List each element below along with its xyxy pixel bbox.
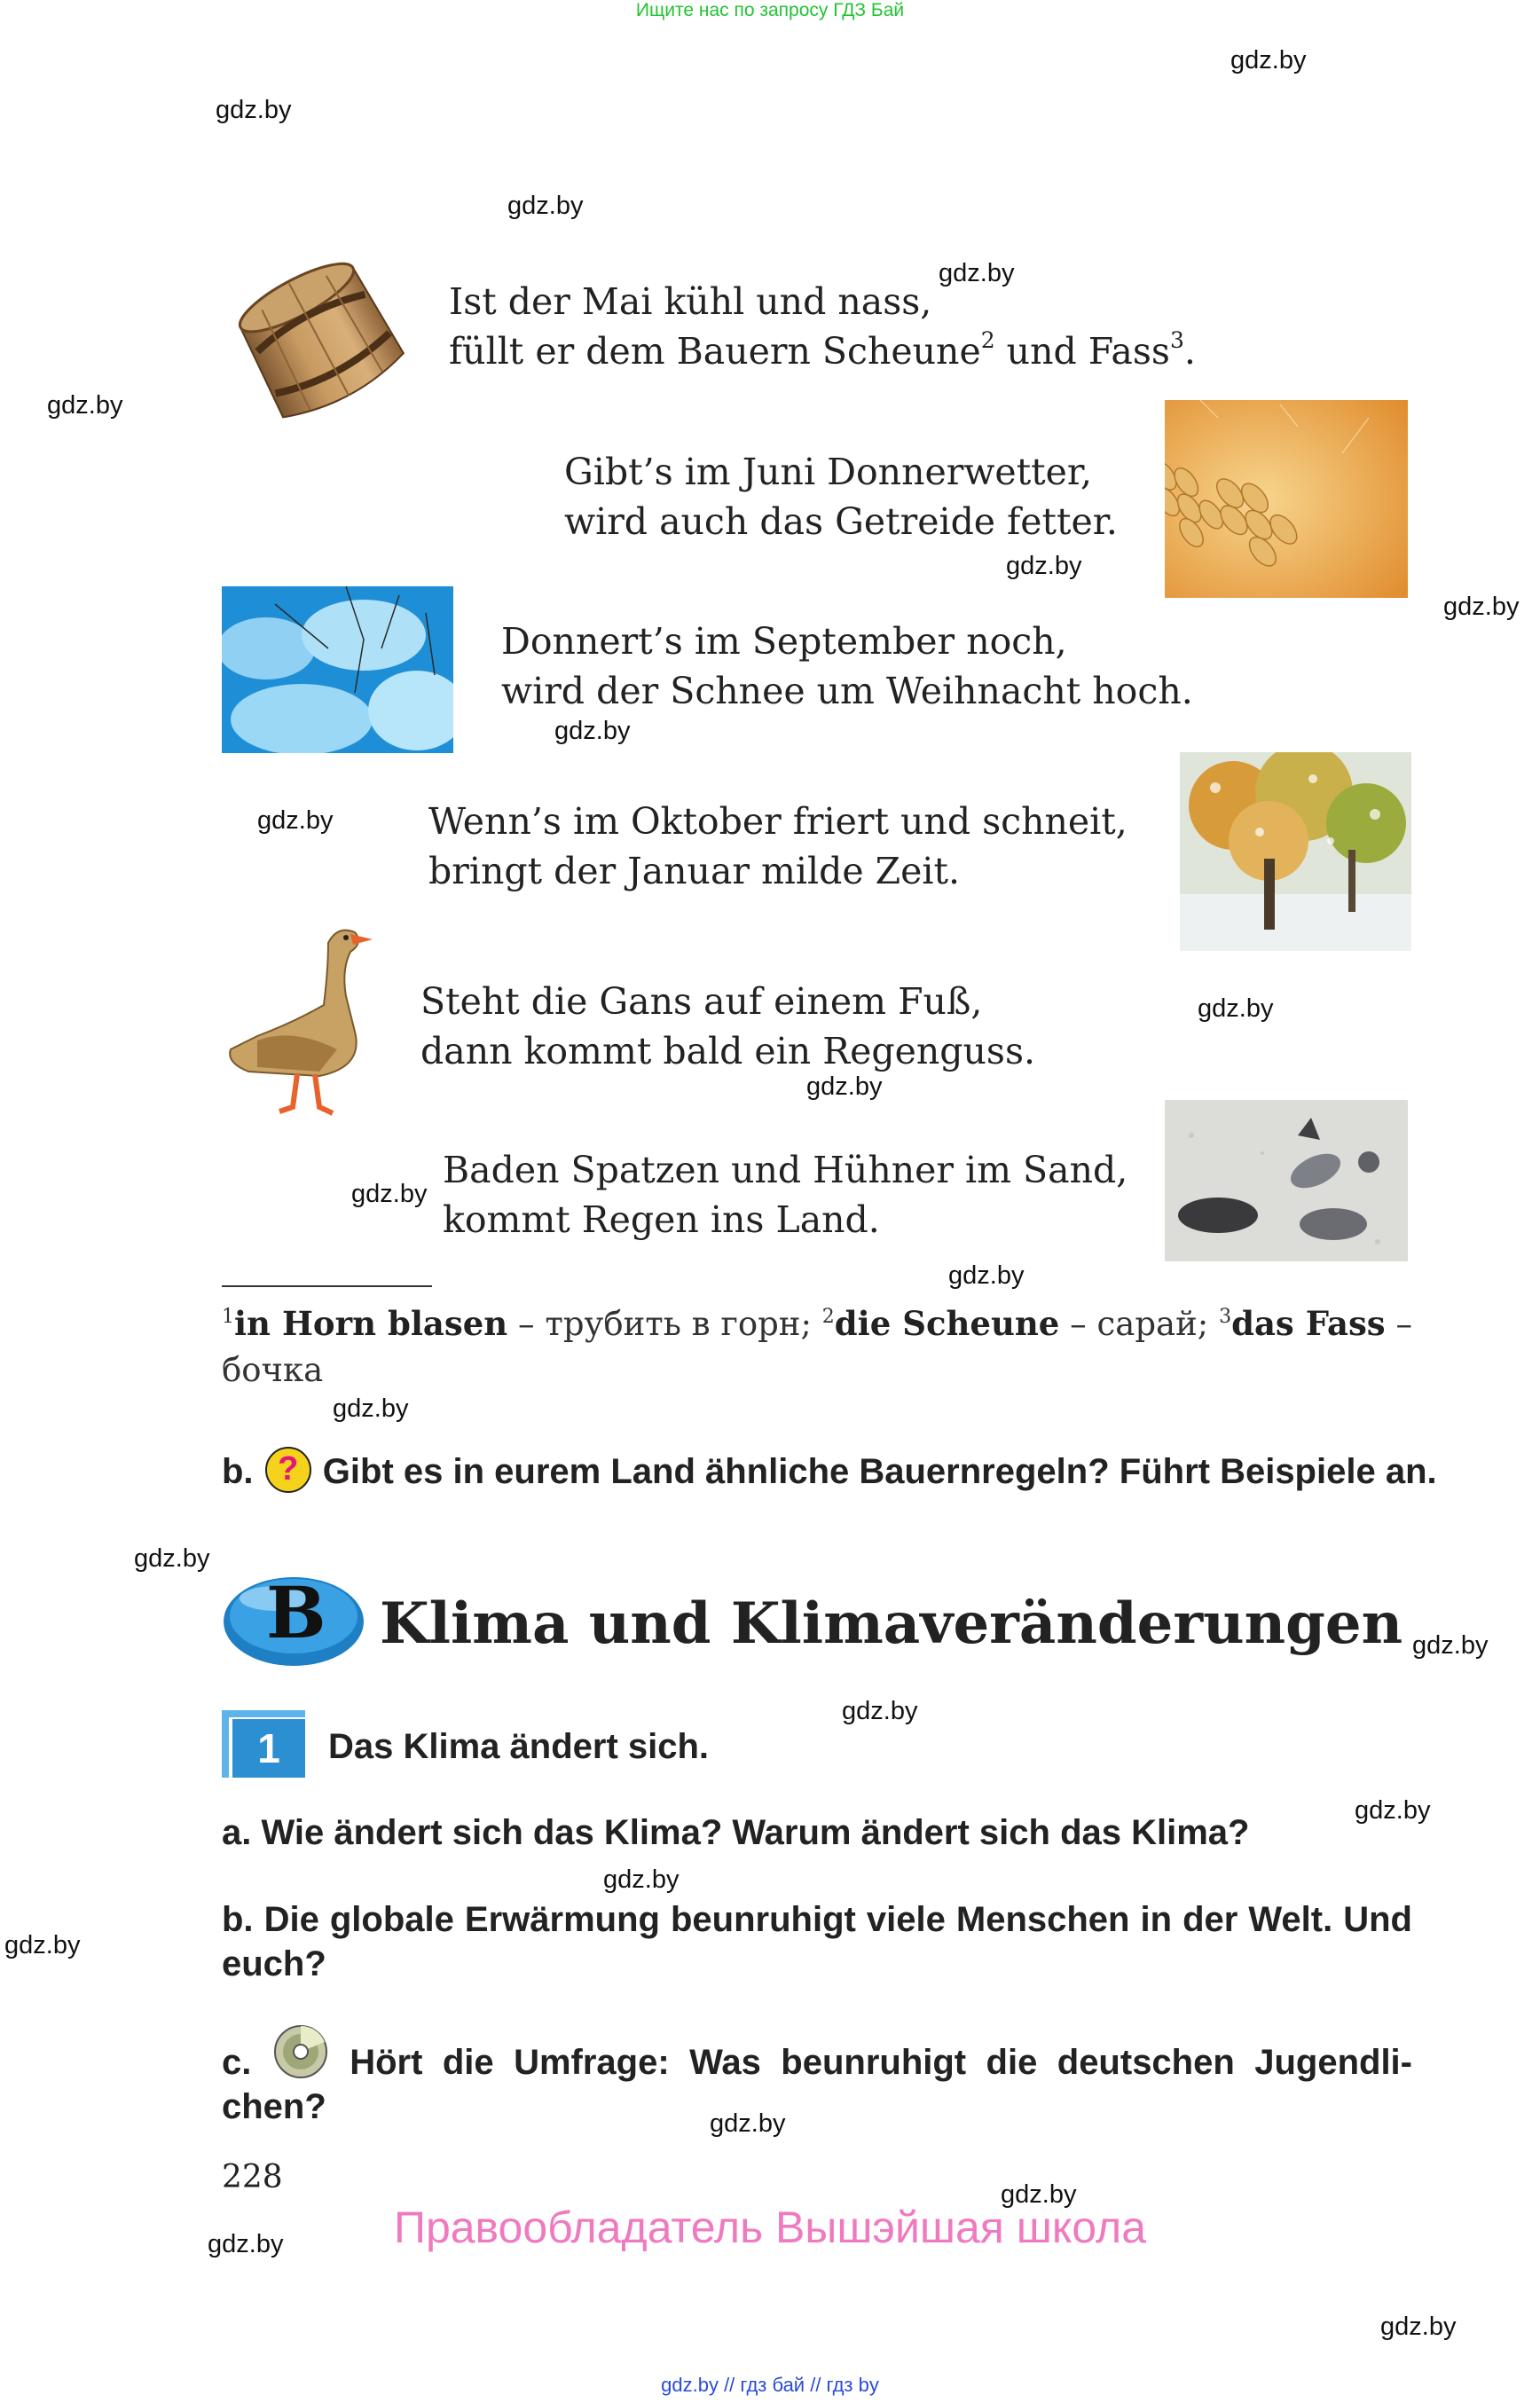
wheat-image: [1165, 400, 1408, 598]
exercise-c: c. Hört die Umfrage: Was beunruhigt die deutschen Jugendlichen?: [222, 2024, 1412, 2129]
snow-image: [222, 586, 453, 753]
verse-6: [443, 1145, 1128, 1245]
verse-3: [501, 616, 1193, 716]
watermark: gdz.by: [1006, 552, 1082, 580]
watermark: gdz.by: [134, 1544, 210, 1573]
section-letter: B: [266, 1571, 326, 1654]
audio-cd-icon: [273, 2024, 328, 2079]
watermark: gdz.by: [4, 1931, 81, 1959]
verse-line: kommt Regen ins Land.: [443, 1198, 880, 1241]
verse-line: Gibt’s im Juni Donnerwetter,: [564, 451, 1093, 493]
verse-1: [449, 277, 1196, 376]
watermark: gdz.by: [216, 96, 292, 124]
exercise-number: 1: [232, 1719, 305, 1778]
watermark: gdz.by: [1380, 2313, 1457, 2341]
verse-5: [420, 977, 1035, 1076]
verse-line: Ist der Mai kühl und nass,: [449, 280, 932, 323]
exercise-number-badge: [222, 1710, 305, 1778]
verse-line: wird der Schnee um Weihnacht hoch.: [501, 670, 1193, 712]
task-b: b. ? Gibt es in eurem Land ähnliche Bauernregeln? Führt Beispiele an.: [222, 1447, 1437, 1494]
section-title: Klima und Klimaveränderungen: [380, 1590, 1403, 1657]
watermark: gdz.by: [842, 1697, 918, 1725]
verse-line: Steht die Gans auf einem Fuß,: [420, 980, 983, 1023]
watermark: gdz.by: [1355, 1796, 1431, 1825]
watermark: gdz.by: [47, 391, 123, 420]
watermark: gdz.by: [806, 1072, 883, 1101]
page-number: 228: [222, 2159, 283, 2195]
watermark: gdz.by: [948, 1261, 1025, 1290]
footnote-ref-2: 2: [980, 327, 995, 353]
verse-line: dann kommt bald ein Regenguss.: [420, 1030, 1036, 1072]
copyright-notice: Правообладатель Вышэйшая школа: [394, 2203, 1146, 2252]
barrel-image: [229, 250, 411, 432]
footnote-term: das Fass: [1231, 1304, 1386, 1343]
verse-line: füllt er dem Bauern Scheune$^2$ und Fass$^3$.: [449, 327, 1196, 373]
verse-4: [428, 797, 1128, 896]
verse-line: Wenn’s im Oktober friert und schneit,: [428, 800, 1128, 843]
verse-line: Donnert’s im September noch,: [501, 620, 1067, 663]
exercise-a: a. Wie ändert sich das Klima? Warum ändert sich das Klima?: [222, 1813, 1250, 1852]
footnote-ref-3: 3: [1169, 327, 1184, 353]
watermark: gdz.by: [1198, 994, 1274, 1023]
question-icon: ?: [265, 1447, 311, 1493]
top-banner: Ищите нас по запросу ГДЗ Бай: [635, 0, 905, 20]
exercise-b: b. Die globale Erwärmung beunruhigt viele Menschen in der Welt. Und euch?: [222, 1900, 1412, 1983]
footnote-term: die Scheune: [834, 1304, 1060, 1343]
footnotes: $^1$in Horn blasen – трубить в горн; $^2$die Scheune – сарай; $^3$das Fass – бочка: [222, 1304, 1413, 1389]
autumn-tree-image: [1180, 752, 1411, 951]
watermark: gdz.by: [710, 2109, 786, 2138]
verse-line: Baden Spatzen und Hühner im Sand,: [443, 1149, 1128, 1191]
watermark: gdz.by: [1443, 593, 1520, 621]
watermark: gdz.by: [351, 1180, 428, 1208]
sparrows-image: [1165, 1100, 1408, 1261]
exercise-title: Das Klima ändert sich.: [328, 1727, 710, 1766]
watermark: gdz.by: [1001, 2180, 1077, 2209]
watermark: gdz.by: [1230, 46, 1307, 75]
footnote-term: in Horn blasen: [234, 1304, 508, 1343]
watermark: gdz.by: [333, 1394, 409, 1423]
footnote-divider: [222, 1285, 432, 1287]
watermark: gdz.by: [603, 1865, 680, 1894]
bottom-links[interactable]: gdz.by // гдз бай // гдз by: [661, 2374, 879, 2396]
watermark: gdz.by: [507, 192, 584, 220]
watermark: gdz.by: [554, 717, 631, 745]
verse-line: bringt der Januar milde Zeit.: [428, 850, 961, 892]
watermark: gdz.by: [257, 806, 334, 835]
watermark: gdz.by: [1412, 1631, 1489, 1660]
watermark: gdz.by: [208, 2230, 284, 2258]
verse-line: wird auch das Getreide fetter.: [564, 500, 1118, 543]
watermark: gdz.by: [939, 259, 1015, 287]
goose-image: [222, 916, 388, 1122]
verse-2: [564, 447, 1118, 546]
